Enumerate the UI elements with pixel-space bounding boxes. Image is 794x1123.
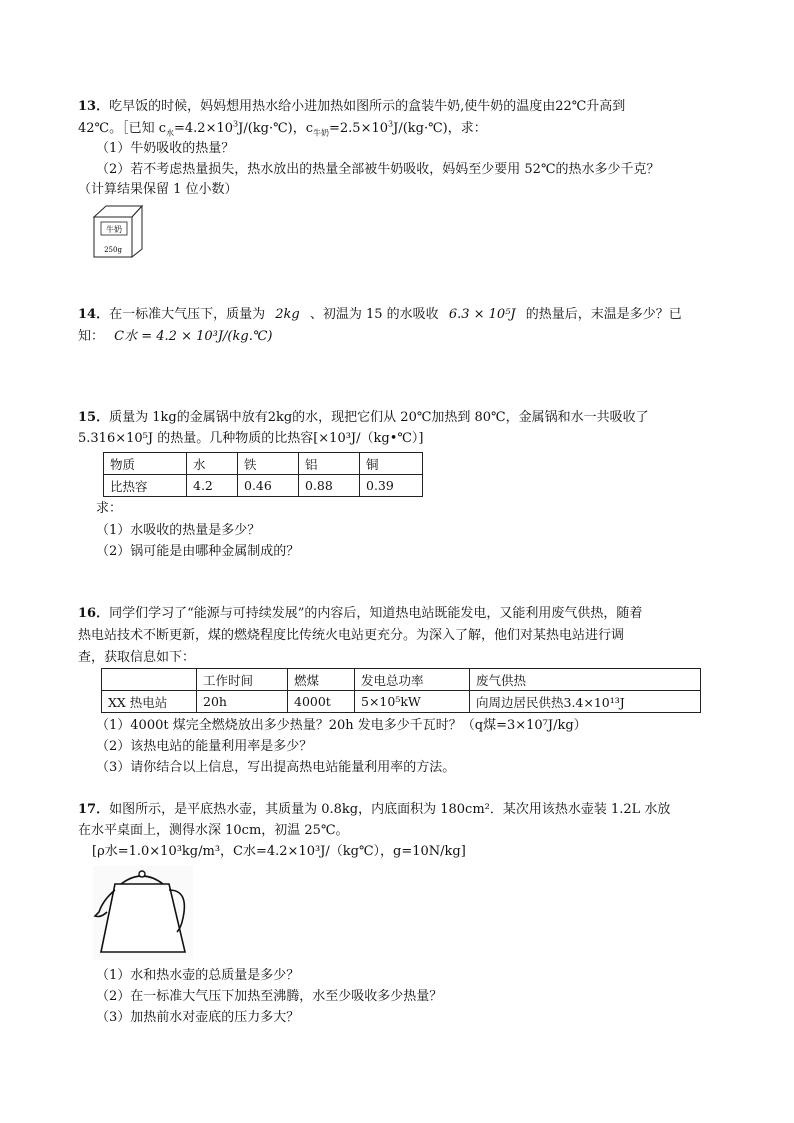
q13-given-e: J/(kg·℃)，求： <box>393 121 487 136</box>
q13-sub-milk: 牛奶 <box>313 128 329 138</box>
q14-line-2 <box>78 328 272 346</box>
q15-line-1 <box>78 409 649 427</box>
q13-sup-b: 3 <box>388 119 394 129</box>
table-row <box>102 691 701 713</box>
q13-part-1: （1）牛奶吸收的热量？ <box>96 141 235 156</box>
table-cell: XX 热电站 <box>102 691 197 713</box>
q13-given-d: =2.5×10 <box>329 121 389 136</box>
q17-line-2: 在水平桌面上，测得水深 10cm，初温 25℃。 <box>78 823 349 838</box>
table-cell: 比热容 <box>104 475 187 497</box>
q13-text-1: 吃早饭的时候，妈妈想用热水给小进加热如图所示的盒装牛奶,使牛奶的温度由22℃升高到 <box>109 99 626 114</box>
q15-ask: 求： <box>96 501 123 516</box>
q13-given-a: 42℃。［已知 c <box>78 121 166 136</box>
table-cell: 4.2 <box>187 475 238 497</box>
table-cell: 工作时间 <box>197 669 288 691</box>
q14-mass: 2kg <box>275 307 300 322</box>
q16-part-3: （3）请你结合以上信息，写出提高热电站能量利用率的方法。 <box>96 760 456 775</box>
table-cell: 发电总功率 <box>355 669 470 691</box>
q15-line-2: 5.316×10⁵J 的热量。几种物质的比热容[×10³J/（kg•℃）] <box>78 431 424 446</box>
q16-line-2: 热电站技术不断更新，煤的燃烧程度比传统火电站更充分。为深入了解，他们对某热电站进行调 <box>78 628 625 643</box>
q15-text-1: 质量为 1kg的金属锅中放有2kg的水，现把它们从 20℃加热到 80℃，金属锅和水一共吸收了 <box>109 410 649 425</box>
table-cell: 4000t <box>288 691 355 713</box>
q13-line-2 <box>78 120 487 138</box>
table-row <box>104 475 423 497</box>
table-cell: 水 <box>187 453 238 475</box>
table-cell: 20h <box>197 691 288 713</box>
table-cell: 物质 <box>104 453 187 475</box>
power-station-table <box>101 668 701 713</box>
q13-part-2: （2）若不考虑热量损失，热水放出的热量全部被牛奶吸收，妈妈至少要用 52℃的热水多少千克？ <box>96 162 660 177</box>
q16-number: 16． <box>78 606 110 621</box>
table-cell: 铝 <box>299 453 360 475</box>
q13-sub-water: 水 <box>166 128 174 138</box>
table-cell: 0.88 <box>299 475 360 497</box>
specific-heat-table <box>103 452 423 497</box>
q17-constants: [ρ水=1.0×10³kg/m³，C水=4.2×10³J/（kg℃），g=10N/kg] <box>92 844 466 859</box>
q13-sup-a: 3 <box>233 119 239 129</box>
q17-text-1: 如图所示，是平底热水壶，其质量为 0.8kg，内底面积为 180cm²．某次用该热水壶装 1.2L 水放 <box>109 802 671 817</box>
carton-label: 牛奶 <box>106 225 122 234</box>
table-cell: 燃煤 <box>288 669 355 691</box>
kettle-knob <box>139 871 145 877</box>
q13-number: 13． <box>78 99 110 114</box>
q13-given-b: =4.2×10 <box>174 121 234 136</box>
kettle-figure <box>93 866 193 960</box>
q16-part-1: （1）4000t 煤完全燃烧放出多少热量？20h 发电多少千瓦时？（q煤=3×10⁷J/kg） <box>96 718 587 733</box>
q13-given-c: J/(kg·℃)，c <box>238 121 313 136</box>
q14-text-b: 、初温为 15 的水吸收 <box>309 307 439 322</box>
table-cell: 废气供热 <box>470 669 701 691</box>
table-cell: 铁 <box>238 453 299 475</box>
q14-number: 14． <box>78 307 110 322</box>
milk-carton-figure <box>88 203 150 261</box>
q14-text-a: 在一标准大气压下，质量为 <box>109 307 266 322</box>
table-cell: 5×10⁵kW <box>355 691 470 713</box>
q14-known: 知： <box>78 329 105 344</box>
table-cell: 向周边居民供热3.4×10¹³J <box>470 691 701 713</box>
q15-part-1: （1）水吸收的热量是多少？ <box>96 523 261 538</box>
table-row <box>104 453 423 475</box>
q16-line-3: 查，获取信息如下： <box>78 650 196 665</box>
q14-text-c: 的热量后，末温是多少？已 <box>525 307 682 322</box>
q15-part-2: （2）锅可能是由哪种金属制成的？ <box>96 544 300 559</box>
q16-text-1: 同学们学习了“能源与可持续发展”的内容后，知道热电站既能发电，又能利用废气供热，随着 <box>109 606 643 621</box>
table-cell <box>102 669 197 691</box>
table-cell: 0.46 <box>238 475 299 497</box>
q17-part-1: （1）水和热水壶的总质量是多少？ <box>96 968 300 983</box>
q17-number: 17． <box>78 802 110 817</box>
q17-part-3: （3）加热前水对壶底的压力多大？ <box>96 1010 300 1025</box>
q14-heat: 6.3 × 10⁵J <box>448 307 516 322</box>
q17-part-2: （2）在一标准大气压下加热至沸腾，水至少吸收多少热量？ <box>96 989 443 1004</box>
q16-part-2: （2）该热电站的能量利用率是多少？ <box>96 739 313 754</box>
q14-formula: C水 = 4.2 × 10³J/(kg.℃) <box>114 329 273 344</box>
q13-note: （计算结果保留 1 位小数） <box>78 182 238 197</box>
table-cell: 铜 <box>360 453 423 475</box>
q17-line-1 <box>78 801 670 819</box>
q14-line-1 <box>78 306 682 324</box>
q15-number: 15． <box>78 410 110 425</box>
q13-line-1 <box>78 98 625 116</box>
q16-line-1 <box>78 605 642 623</box>
table-row <box>102 669 701 691</box>
carton-mass: 250g <box>104 246 122 254</box>
table-cell: 0.39 <box>360 475 423 497</box>
